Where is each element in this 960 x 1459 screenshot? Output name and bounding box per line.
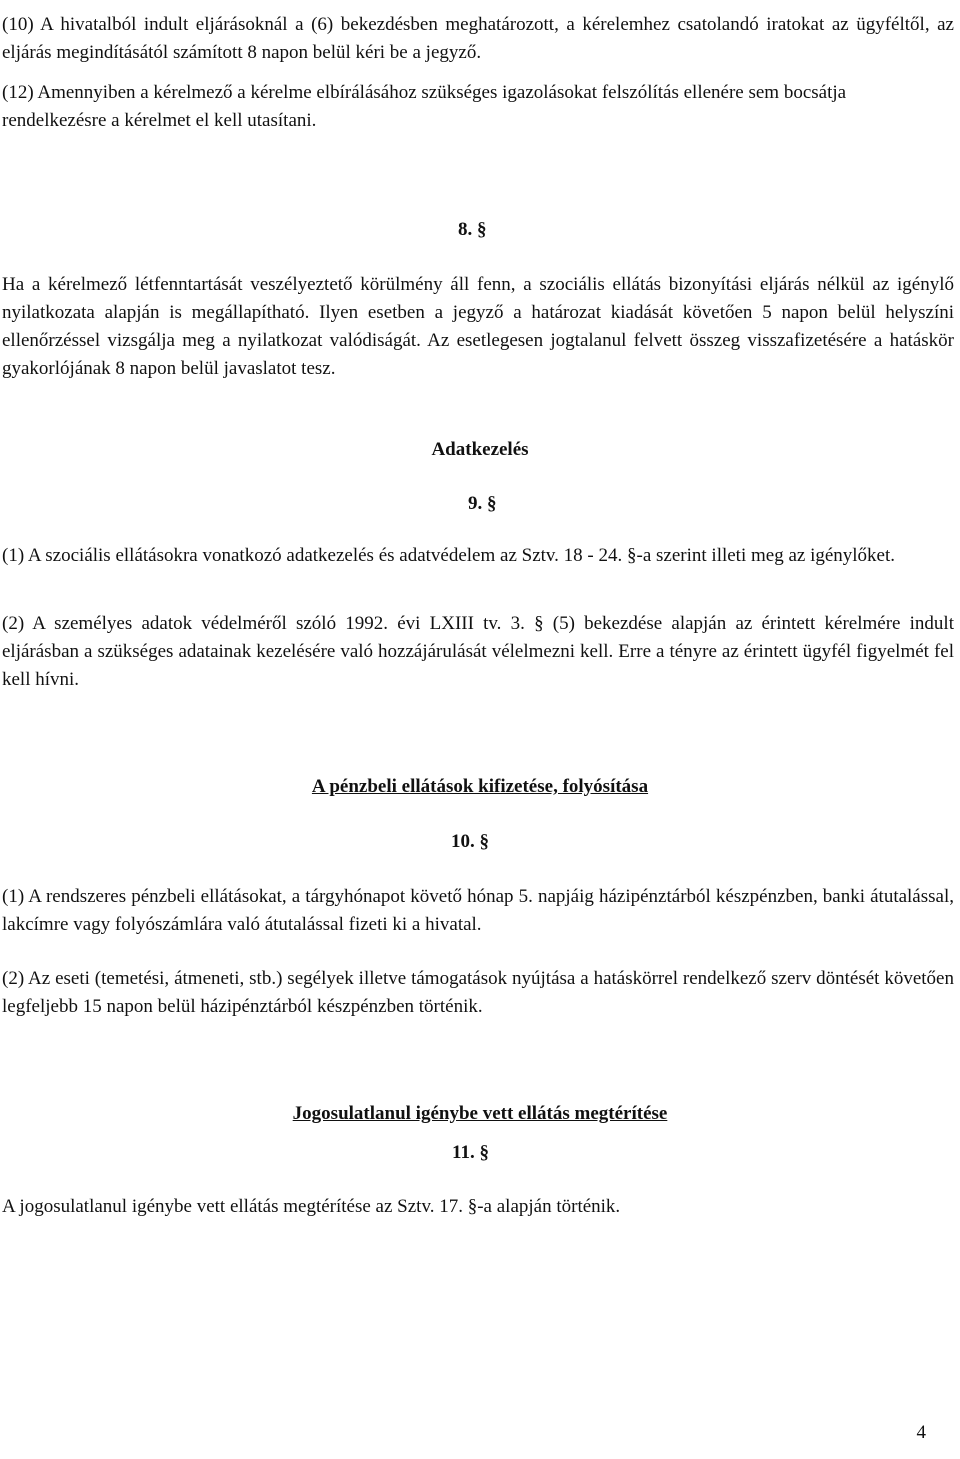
paragraph-12: (12) Amennyiben a kérelmező a kérelme elbírálásához szükséges igazolásokat felszólítás ellenére sem bocsátja rendelkezésre a kérelmet el kell utasítani.	[2, 82, 847, 131]
section-10-paragraph-1: (1) A rendszeres pénzbeli ellátásokat, a tárgyhónapot követő hónap 5. napjáig házipénztárból készpénzben, banki átutalással, lakcímre vagy folyószámlára való átutalással fizeti ki a hivatal.	[2, 886, 954, 935]
section-8-number: 8. §	[458, 219, 487, 240]
section-8-body: Ha a kérelmező létfenntartását veszélyeztető körülmény áll fenn, a szociális ellátás bizonyítási eljárás nélkül az igénylő nyilatkozata alapján is megállapítható. Ilyen esetben a jegyző a határozat kiadását követően 5 napon belül helyszíni ellenőrzéssel vizsgálja meg a nyilatkozat valódiságát. Az esetlegesen jogtalanul felvett összeg visszafizetésére a hatáskör gyakorlójának 8 napon belül javaslatot tesz.	[2, 274, 954, 379]
heading-penzbeli-text: A pénzbeli ellátások kifizetése, folyósítása	[311, 776, 649, 797]
heading-jogosulatlan	[0, 1100, 960, 1128]
section-10-number: 10. §	[451, 831, 489, 852]
section-9-paragraph-2: (2) A személyes adatok védelméről szóló 1992. évi LXIII tv. 3. § (5) bekezdése alapján az érintett kérelmére indult eljárásban a szükséges adatainak kezelésére való hozzájárulását vélelmezni kell. Erre a tényre az érintett ügyfél figyelmét fel kell hívni.	[2, 613, 954, 690]
heading-adatkezeles: Adatkezelés	[431, 439, 529, 460]
page-number: 4	[916, 1422, 926, 1443]
section-11-paragraph-1: A jogosulatlanul igénybe vett ellátás megtérítése az Sztv. 17. §-a alapján történik.	[2, 1196, 621, 1217]
section-9-number: 9. §	[468, 493, 497, 514]
heading-jogosulatlan-text: Jogosulatlanul igénybe vett ellátás megtérítése	[292, 1103, 668, 1124]
section-10-paragraph-2: (2) Az eseti (temetési, átmeneti, stb.) segélyek illetve támogatások nyújtása a hatáskörrel rendelkező szerv döntését követően legfeljebb 15 napon belül házipénztárból készpénzben történik.	[2, 968, 954, 1017]
heading-penzbeli-ellatasok	[0, 773, 960, 801]
paragraph-10: (10) A hivatalból indult eljárásoknál a (6) bekezdésben meghatározott, a kérelemhez csatolandó iratokat az ügyféltől, az eljárás megindításától számított 8 napon belül kéri be a jegyző.	[2, 14, 954, 63]
section-11-number: 11. §	[452, 1142, 489, 1163]
section-9-paragraph-1: (1) A szociális ellátásokra vonatkozó adatkezelés és adatvédelem az Sztv. 18 - 24. §-a szerint illeti meg az igénylőket.	[2, 545, 896, 566]
